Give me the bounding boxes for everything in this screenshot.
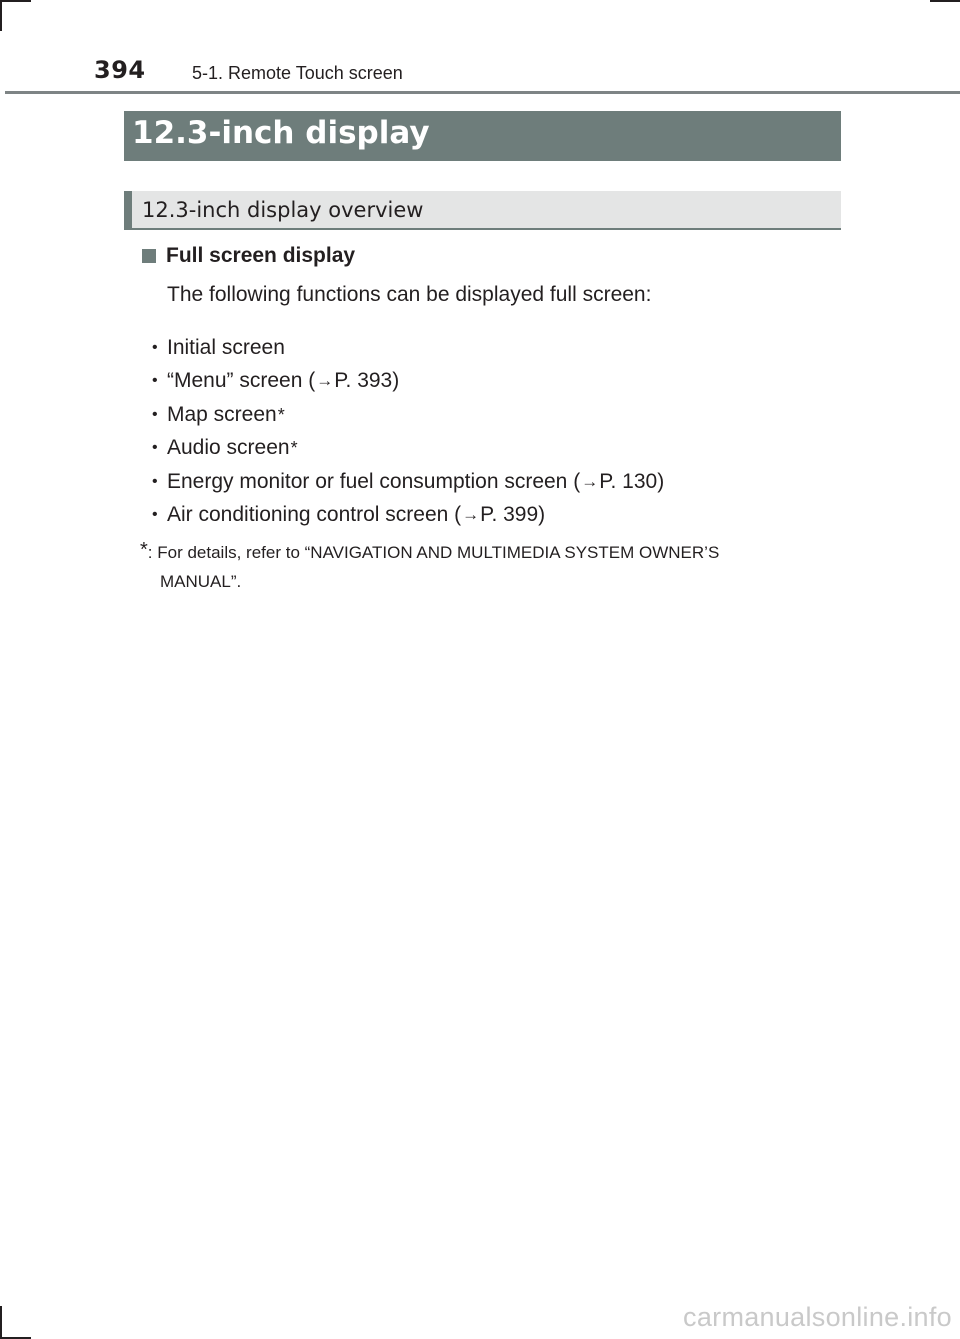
page-number: 394 — [94, 56, 146, 84]
section-heading-text: Full screen display — [166, 244, 356, 267]
ref-open: ( — [567, 469, 581, 493]
arrow-right-icon: → — [581, 471, 599, 491]
section-heading — [142, 241, 355, 271]
page-reference-link[interactable]: P. 399 — [480, 503, 539, 527]
list-item: • Map screen * — [152, 402, 285, 426]
arrow-right-icon: → — [316, 371, 334, 391]
ref-close: ) — [392, 369, 400, 393]
arrow-right-icon: → — [462, 505, 480, 525]
footnote-text-1: : For details, refer to “NAVIGATION AND MULTIMEDIA SYSTEM OWNER’S — [147, 543, 720, 562]
ref-close: ) — [657, 469, 665, 493]
footnote — [140, 536, 840, 596]
crop-mark-top-right — [930, 0, 960, 2]
bullet-dot-icon: • — [152, 506, 158, 524]
intro-text: The following functions can be displayed full screen: — [167, 283, 652, 306]
list-item-text: Energy monitor or fuel consumption screen — [167, 469, 568, 493]
list-item: • Audio screen * — [152, 436, 298, 460]
page-title: 12.3-inch display — [132, 115, 430, 151]
title-bar — [124, 111, 841, 161]
page-reference-link[interactable]: P. 393 — [334, 369, 393, 393]
bullet-dot-icon: • — [152, 338, 158, 356]
page-reference-link[interactable]: P. 130 — [599, 469, 658, 493]
crop-mark-top-left-vertical — [0, 0, 2, 31]
ref-open: ( — [302, 369, 316, 393]
function-list — [152, 331, 664, 532]
list-item — [152, 465, 664, 499]
ref-close: ) — [538, 503, 546, 527]
list-item-text: Audio screen — [167, 436, 290, 460]
watermark: carmanualsonline.info — [683, 1302, 952, 1332]
bullet-dot-icon: • — [152, 405, 158, 423]
footnote-line-1 — [140, 536, 840, 567]
list-item — [152, 331, 664, 365]
crop-mark-top-left-horizontal — [0, 0, 31, 2]
footnote-line-2: MANUAL”. — [160, 572, 242, 591]
crop-mark-bottom-left-vertical — [0, 1306, 2, 1339]
list-item-text: Map screen — [167, 402, 277, 426]
subheading-text: 12.3-inch display overview — [142, 198, 424, 222]
section-path: 5-1. Remote Touch screen — [192, 63, 403, 83]
list-item — [152, 365, 664, 399]
ref-open: ( — [448, 503, 462, 527]
list-item-text: “Menu” screen — [167, 369, 303, 393]
subheading-accent — [124, 191, 132, 228]
list-item — [152, 499, 664, 533]
subheading-bar — [124, 191, 841, 230]
footnote-star: * — [140, 539, 148, 561]
list-item-text: Initial screen — [167, 335, 285, 359]
bullet-dot-icon: • — [152, 439, 158, 457]
bullet-dot-icon: • — [152, 372, 158, 390]
list-item-text: Air conditioning control screen — [167, 503, 449, 527]
square-bullet-icon — [142, 249, 156, 263]
header-divider — [5, 91, 960, 94]
bullet-dot-icon: • — [152, 472, 158, 490]
